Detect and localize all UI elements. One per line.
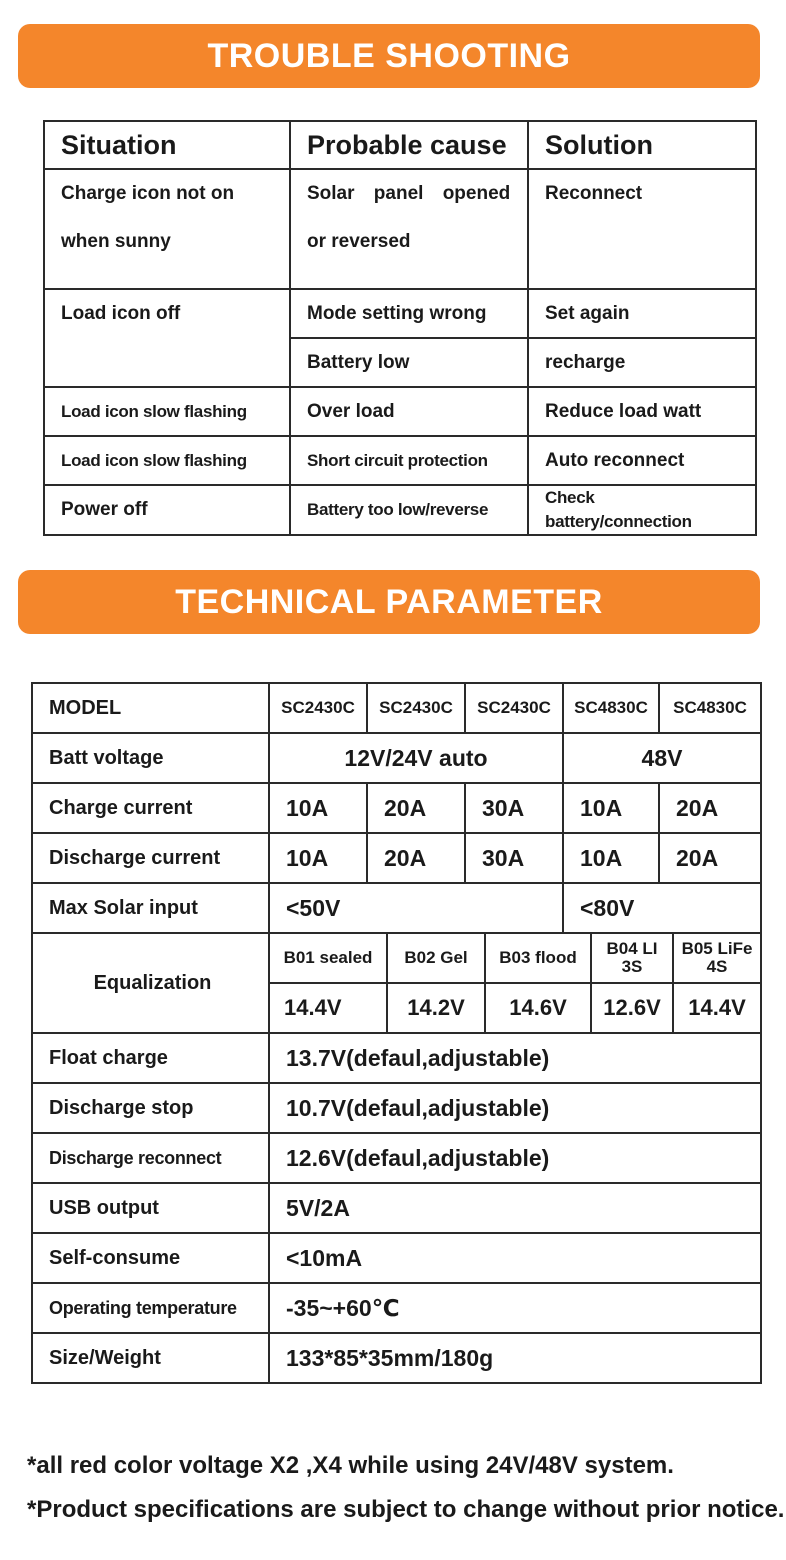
troubleshooting-table	[43, 120, 757, 536]
troubleshooting-title: TROUBLE SHOOTING	[207, 36, 571, 75]
model-row	[32, 683, 761, 733]
situation-cell: Load icon slow flashing	[44, 436, 290, 485]
equalization-value: 14.4V	[673, 983, 761, 1033]
usb-output-row	[32, 1183, 761, 1233]
model-cell: SC2430C	[465, 683, 563, 733]
troubleshooting-banner	[18, 24, 760, 88]
cause-cell: Over load	[290, 387, 528, 436]
footnote-specifications: *Product specifications are subject to change without prior notice.	[27, 1496, 785, 1523]
discharge-stop-row	[32, 1083, 761, 1133]
batt-voltage-value: 12V/24V auto	[269, 733, 563, 783]
situation-cell: Power off	[44, 485, 290, 535]
operating-temperature-value: -35~+60℃	[269, 1283, 761, 1333]
discharge-reconnect-value: 12.6V(defaul,adjustable)	[269, 1133, 761, 1183]
charge-current-value: 10A	[563, 783, 659, 833]
situation-cell: Load icon off	[44, 289, 290, 387]
technical-banner	[18, 570, 760, 634]
header-probable-cause: Probable cause	[290, 121, 528, 169]
solution-cell: Set again	[528, 289, 756, 338]
battery-type-cell	[591, 933, 673, 983]
battery-type-cell: B03 flood	[485, 933, 591, 983]
usb-output-label: USB output	[32, 1183, 269, 1233]
solution-cell: Auto reconnect	[528, 436, 756, 485]
usb-output-value: 5V/2A	[269, 1183, 761, 1233]
charge-current-value: 30A	[465, 783, 563, 833]
size-weight-label: Size/Weight	[32, 1333, 269, 1383]
charge-current-label: Charge current	[32, 783, 269, 833]
header-situation: Situation	[44, 121, 290, 169]
cause-line1: Solar panel opened	[307, 183, 511, 204]
situation-line1: Charge icon not on	[61, 183, 235, 204]
discharge-current-value: 20A	[659, 833, 761, 883]
equalization-type-row	[32, 933, 761, 983]
discharge-current-value: 10A	[269, 833, 367, 883]
table-header-row	[44, 121, 756, 169]
cause-cell: Battery too low/reverse	[290, 485, 528, 535]
solution-cell: Reconnect	[528, 169, 756, 289]
equalization-value: 14.6V	[485, 983, 591, 1033]
battery-type-cell: B02 Gel	[387, 933, 485, 983]
table-row	[44, 289, 756, 338]
battery-type-line: B04 LI	[606, 939, 658, 958]
charge-current-row	[32, 783, 761, 833]
model-cell: SC2430C	[269, 683, 367, 733]
self-consume-label: Self-consume	[32, 1233, 269, 1283]
equalization-value: 14.2V	[387, 983, 485, 1033]
situation-cell	[44, 169, 290, 289]
model-cell: SC2430C	[367, 683, 465, 733]
table-row	[44, 485, 756, 535]
model-cell: SC4830C	[659, 683, 761, 733]
discharge-reconnect-label: Discharge reconnect	[32, 1133, 269, 1183]
discharge-stop-value: 10.7V(defaul,adjustable)	[269, 1083, 761, 1133]
battery-type-cell: B01 sealed	[269, 933, 387, 983]
cause-cell: Short circuit protection	[290, 436, 528, 485]
charge-current-value: 20A	[367, 783, 465, 833]
cause-line2: or reversed	[307, 231, 411, 252]
solution-cell: Check battery/connection	[528, 485, 756, 535]
self-consume-row	[32, 1233, 761, 1283]
table-row	[44, 169, 756, 289]
equalization-label: Equalization	[32, 933, 269, 1033]
situation-line2: when sunny	[61, 231, 171, 252]
equalization-value: 12.6V	[591, 983, 673, 1033]
max-solar-row	[32, 883, 761, 933]
technical-title: TECHNICAL PARAMETER	[175, 582, 603, 621]
cause-cell	[290, 169, 528, 289]
cause-cell: Mode setting wrong	[290, 289, 528, 338]
discharge-current-value: 30A	[465, 833, 563, 883]
header-solution: Solution	[528, 121, 756, 169]
cause-cell: Battery low	[290, 338, 528, 387]
battery-type-line: 4S	[706, 957, 728, 976]
discharge-stop-label: Discharge stop	[32, 1083, 269, 1133]
battery-type-line: B05 LiFe	[681, 939, 753, 958]
discharge-reconnect-row	[32, 1133, 761, 1183]
equalization-value: 14.4V	[269, 983, 387, 1033]
max-solar-label: Max Solar input	[32, 883, 269, 933]
discharge-current-value: 10A	[563, 833, 659, 883]
discharge-current-value: 20A	[367, 833, 465, 883]
self-consume-value: <10mA	[269, 1233, 761, 1283]
model-cell: SC4830C	[563, 683, 659, 733]
charge-current-value: 10A	[269, 783, 367, 833]
max-solar-value: <80V	[563, 883, 761, 933]
batt-voltage-row	[32, 733, 761, 783]
solution-cell: recharge	[528, 338, 756, 387]
float-charge-row	[32, 1033, 761, 1083]
size-weight-row	[32, 1333, 761, 1383]
battery-type-cell	[673, 933, 761, 983]
battery-type-line: 3S	[621, 957, 643, 976]
situation-cell: Load icon slow flashing	[44, 387, 290, 436]
technical-parameter-table	[31, 682, 762, 1384]
batt-voltage-label: Batt voltage	[32, 733, 269, 783]
solution-cell: Reduce load watt	[528, 387, 756, 436]
discharge-current-label: Discharge current	[32, 833, 269, 883]
float-charge-value: 13.7V(defaul,adjustable)	[269, 1033, 761, 1083]
size-weight-value: 133*85*35mm/180g	[269, 1333, 761, 1383]
charge-current-value: 20A	[659, 783, 761, 833]
operating-temperature-label: Operating temperature	[32, 1283, 269, 1333]
discharge-current-row	[32, 833, 761, 883]
footnote-voltage: *all red color voltage X2 ,X4 while using 24V/48V system.	[27, 1452, 674, 1479]
float-charge-label: Float charge	[32, 1033, 269, 1083]
table-row	[44, 387, 756, 436]
table-row	[44, 436, 756, 485]
operating-temperature-row	[32, 1283, 761, 1333]
model-label: MODEL	[32, 683, 269, 733]
batt-voltage-value: 48V	[563, 733, 761, 783]
max-solar-value: <50V	[269, 883, 563, 933]
